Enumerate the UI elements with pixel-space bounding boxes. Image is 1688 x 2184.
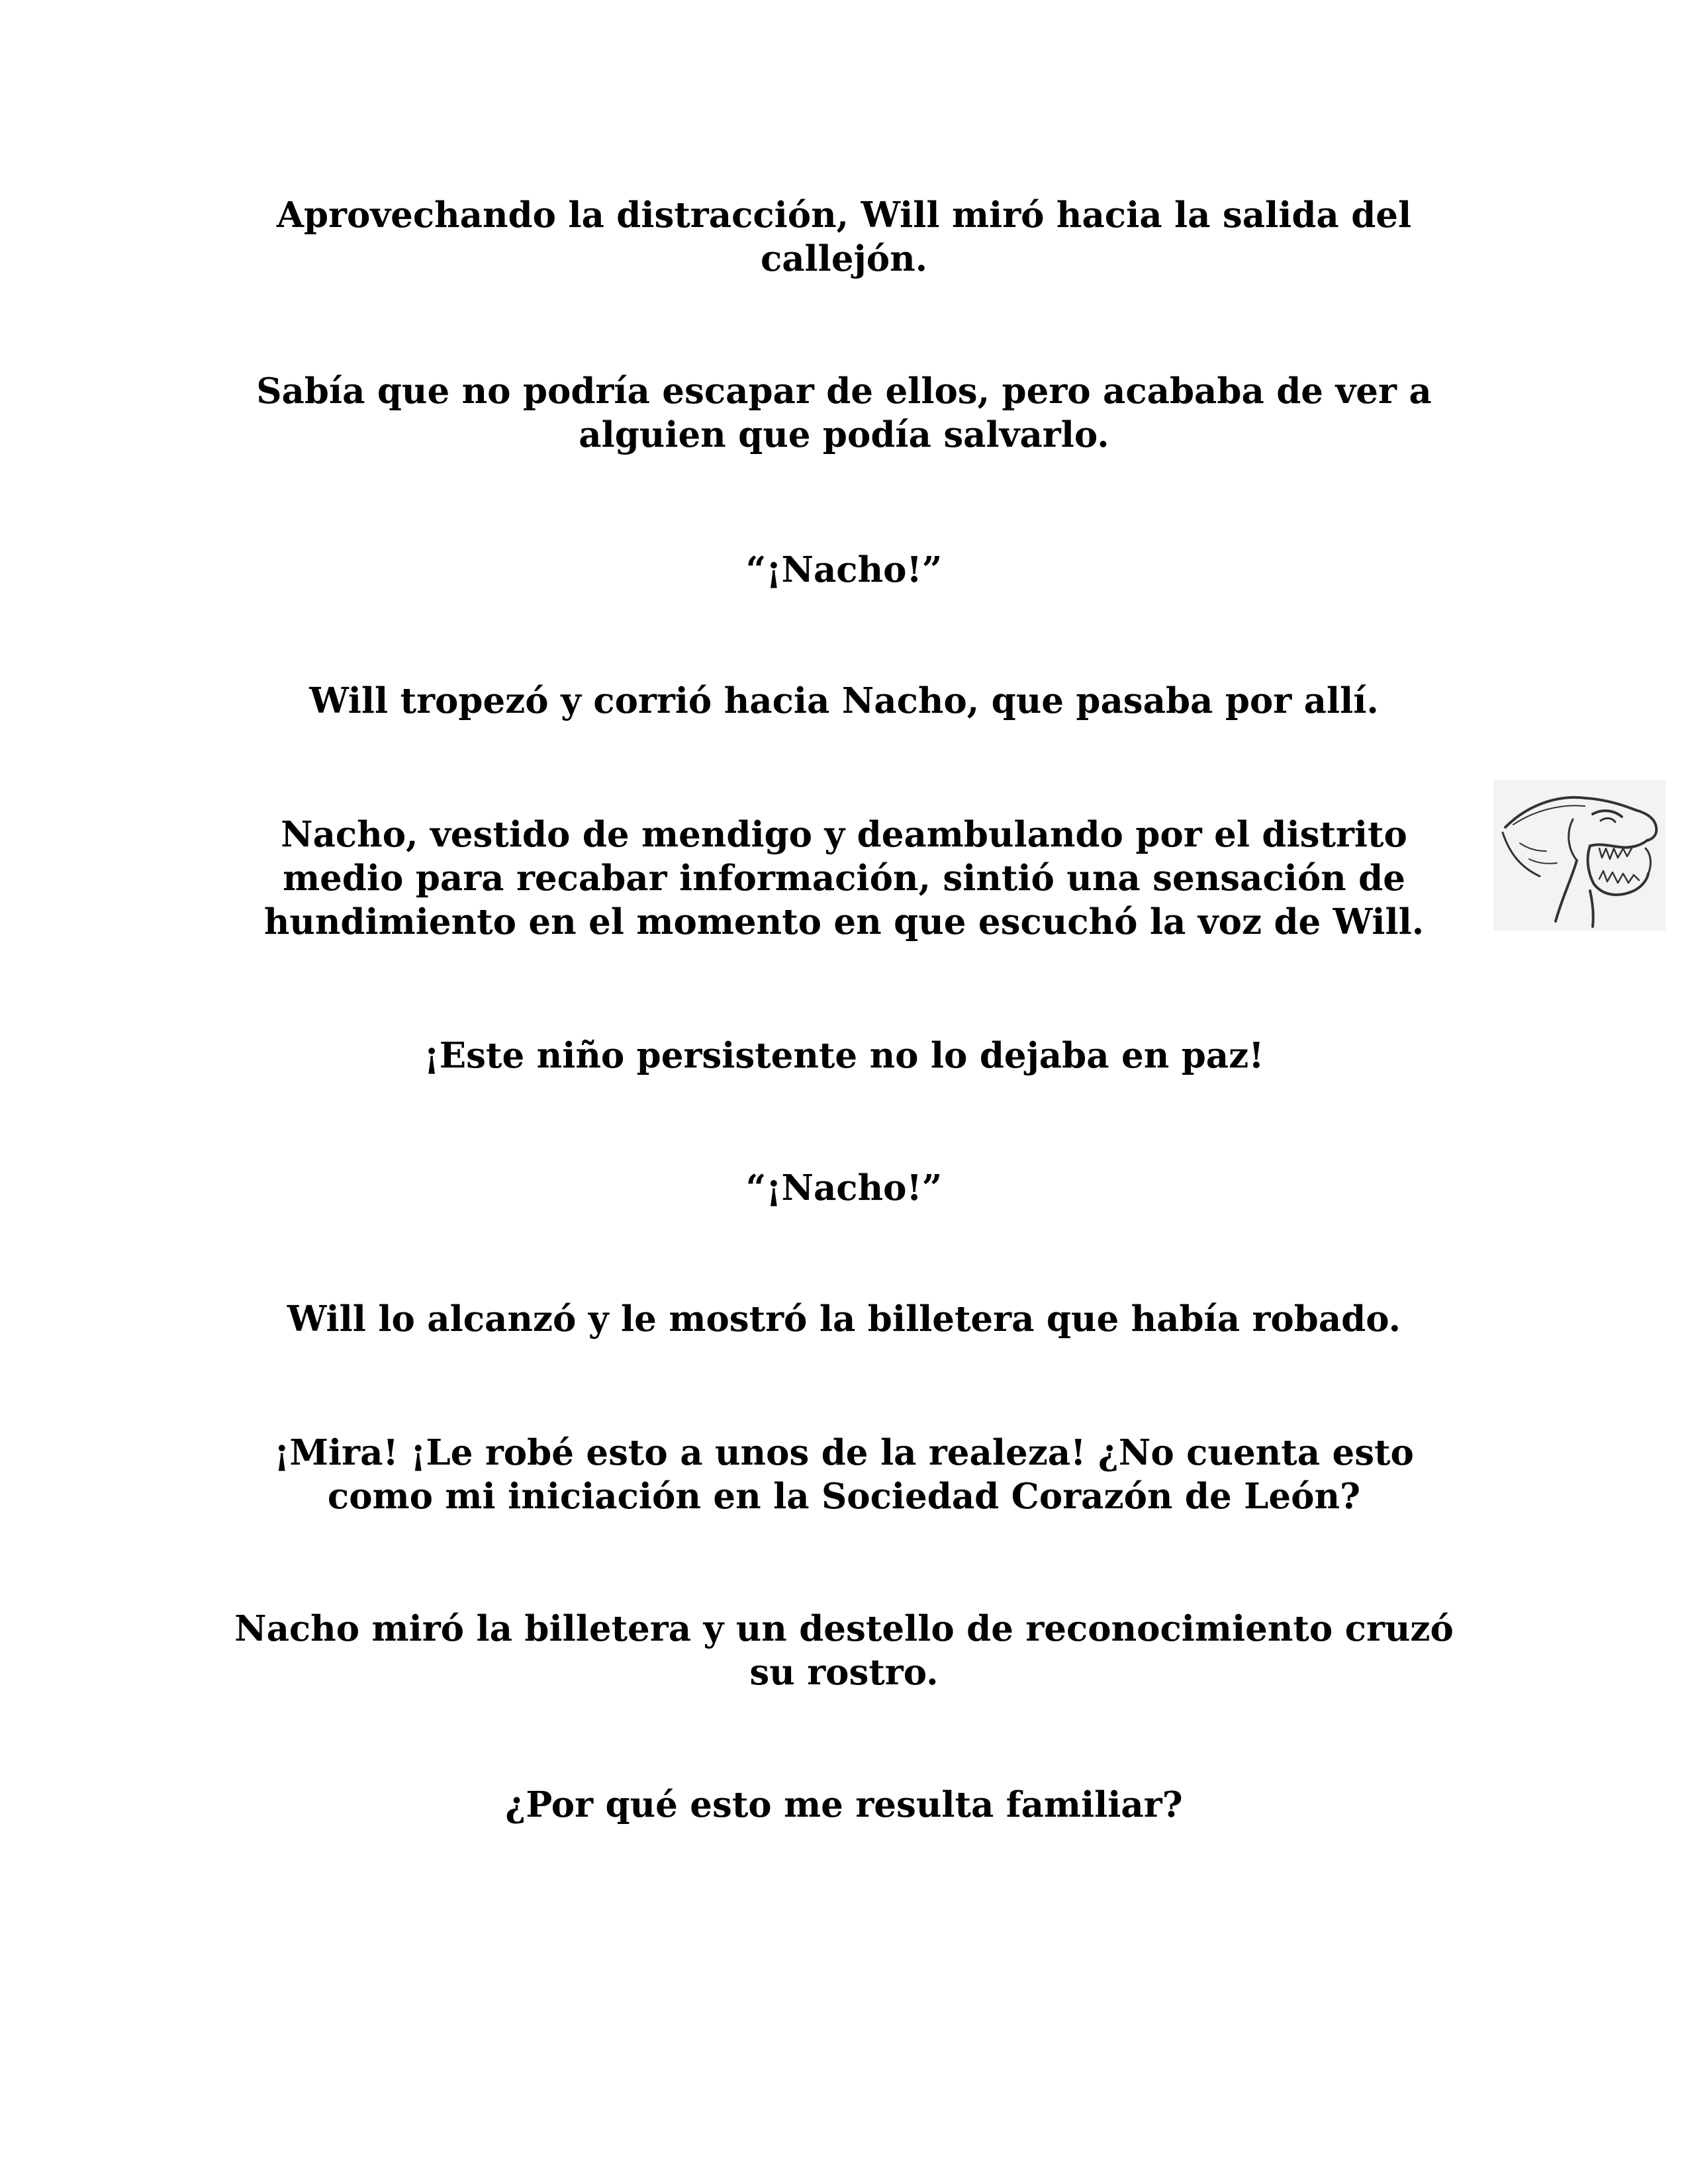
- dinosaur-head-sketch-icon: [1493, 780, 1665, 931]
- paragraph-10: Nacho miró la billetera y un destello de reconocimiento cruzó su rostro.: [234, 1608, 1454, 1693]
- paragraph-8: Will lo alcanzó y le mostró la billetera que había robado.: [287, 1298, 1401, 1340]
- paragraph-9: ¡Mira! ¡Le robé esto a unos de la realeza! ¿No cuenta esto como mi iniciación en la Sociedad Corazón de León?: [274, 1432, 1414, 1517]
- paragraph-4: Will tropezó y corrió hacia Nacho, que pasaba por allí.: [309, 680, 1379, 721]
- paragraph-11: ¿Por qué esto me resulta familiar?: [505, 1784, 1183, 1825]
- paragraph-5: Nacho, vestido de mendigo y deambulando por el distrito medio para recabar información, sintió una sensación de hundimiento en el momento en que escuchó la voz de Will.: [263, 814, 1425, 942]
- paragraph-6: ¡Este niño persistente no lo dejaba en paz!: [424, 1035, 1264, 1076]
- paragraph-3: “¡Nacho!”: [745, 549, 943, 590]
- paragraph-1: Aprovechando la distracción, Will miró hacia la salida del callejón.: [276, 195, 1412, 279]
- paragraph-7: “¡Nacho!”: [745, 1167, 943, 1208]
- paragraph-2: Sabía que no podría escapar de ellos, pero acababa de ver a alguien que podía salvarlo.: [256, 371, 1432, 455]
